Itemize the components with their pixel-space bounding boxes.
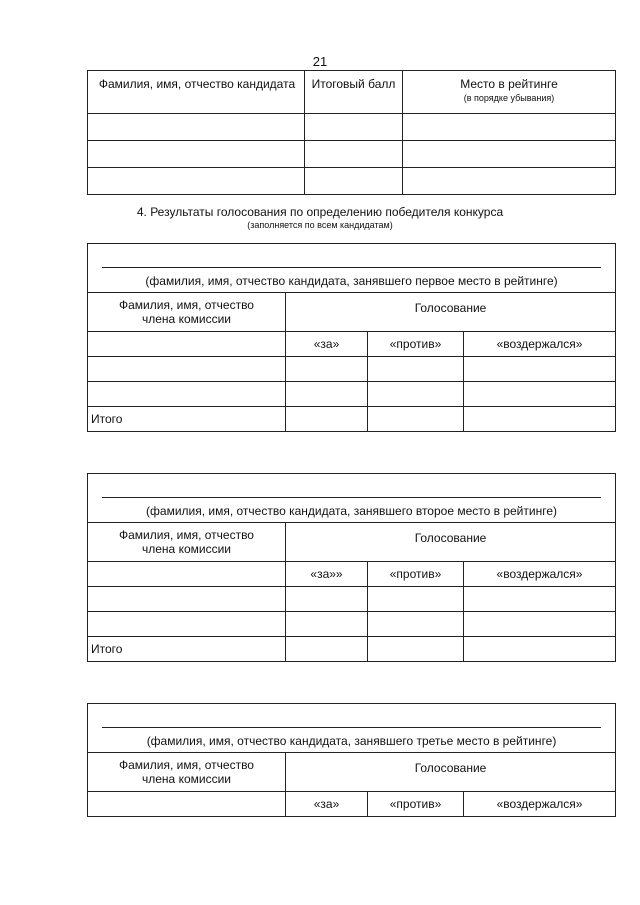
table-cell[interactable]: [88, 332, 286, 357]
table-cell[interactable]: [464, 407, 616, 432]
table-cell[interactable]: [88, 562, 286, 587]
ranking-table: [87, 70, 616, 195]
table-cell[interactable]: [286, 382, 368, 407]
table-cell[interactable]: [403, 168, 616, 195]
table-cell[interactable]: [464, 587, 616, 612]
candidate-name-header: Фамилия, имя, отчество кандидата: [88, 71, 305, 114]
vote-table: [87, 703, 616, 817]
table-cell[interactable]: [88, 612, 286, 637]
total-row: [88, 407, 616, 432]
vote-against-header: «против»: [368, 332, 464, 357]
table-row: [88, 141, 616, 168]
table-cell[interactable]: [88, 357, 286, 382]
table-cell[interactable]: [286, 587, 368, 612]
table-cell[interactable]: [88, 382, 286, 407]
member-name-header: [88, 293, 286, 332]
candidate-name-line: [102, 497, 601, 498]
rating-place-note: (в порядке убывания): [463, 93, 555, 103]
table-row: [88, 168, 616, 195]
vote-abstain-header: «воздержался»: [464, 792, 616, 817]
member-label-line2: члена комиссии: [142, 772, 231, 786]
total-row: [88, 637, 616, 662]
member-label-line2: члена комиссии: [142, 542, 231, 556]
table-cell[interactable]: [368, 407, 464, 432]
member-label-line1: Фамилия, имя, отчество: [119, 298, 254, 312]
table-cell[interactable]: [305, 114, 403, 141]
table-cell[interactable]: [88, 587, 286, 612]
candidate-caption: (фамилия, имя, отчество кандидата, занявшего первое место в рейтинге): [145, 274, 558, 288]
section-title: 4. Результаты голосования по определению победителя конкурса: [136, 205, 504, 219]
vote-table: [87, 473, 616, 662]
table-cell[interactable]: [305, 168, 403, 195]
candidate-caption: (фамилия, имя, отчество кандидата, занявшего второе место в рейтинге): [146, 504, 557, 518]
section-note: (заполняется по всем кандидатам): [247, 220, 393, 230]
rating-place-label: Место в рейтинге: [460, 77, 558, 91]
table-cell[interactable]: [305, 141, 403, 168]
member-label-line2: члена комиссии: [142, 312, 231, 326]
candidate-name-field[interactable]: [88, 244, 616, 293]
vote-against-header: «против»: [368, 792, 464, 817]
voting-header: Голосование: [286, 293, 616, 332]
table-cell[interactable]: [368, 612, 464, 637]
table-cell[interactable]: [286, 357, 368, 382]
table-cell[interactable]: [368, 357, 464, 382]
table-cell[interactable]: [88, 792, 286, 817]
total-label: Итого: [88, 637, 286, 662]
candidate-name-line: [102, 727, 601, 728]
table-row: [88, 382, 616, 407]
vote-abstain-header: «воздержался»: [464, 562, 616, 587]
candidate-name-line: [102, 267, 601, 268]
table-cell[interactable]: [88, 114, 305, 141]
table-cell[interactable]: [403, 141, 616, 168]
table-row: [88, 612, 616, 637]
table-cell[interactable]: [464, 637, 616, 662]
vote-block-third-place: [87, 703, 615, 817]
candidate-name-field[interactable]: [88, 474, 616, 523]
vote-table: [87, 243, 616, 432]
table-cell[interactable]: [464, 357, 616, 382]
final-score-header: Итоговый балл: [305, 71, 403, 114]
rating-place-header: [403, 71, 616, 114]
vote-block-second-place: [87, 473, 615, 662]
table-cell[interactable]: [88, 141, 305, 168]
table-cell[interactable]: [286, 407, 368, 432]
vote-abstain-header: «воздержался»: [464, 332, 616, 357]
table-cell[interactable]: [286, 612, 368, 637]
member-label-line1: Фамилия, имя, отчество: [119, 528, 254, 542]
table-cell[interactable]: [286, 637, 368, 662]
total-label: Итого: [88, 407, 286, 432]
table-row: [88, 357, 616, 382]
voting-header: Голосование: [286, 523, 616, 562]
vote-for-header: «за»: [286, 332, 368, 357]
ranking-header-row: [88, 71, 616, 114]
table-cell[interactable]: [464, 382, 616, 407]
voting-header: Голосование: [286, 753, 616, 792]
table-row: [88, 114, 616, 141]
member-label-line1: Фамилия, имя, отчество: [119, 758, 254, 772]
table-cell[interactable]: [88, 168, 305, 195]
vote-against-header: «против»: [368, 562, 464, 587]
table-row: [88, 587, 616, 612]
page-number: 21: [312, 54, 328, 69]
table-cell[interactable]: [403, 114, 616, 141]
vote-for-header: «за»»: [286, 562, 368, 587]
table-cell[interactable]: [464, 612, 616, 637]
candidate-name-field[interactable]: [88, 704, 616, 753]
candidate-caption: (фамилия, имя, отчество кандидата, занявшего третье место в рейтинге): [146, 734, 557, 748]
table-cell[interactable]: [368, 587, 464, 612]
member-name-header: [88, 753, 286, 792]
table-cell[interactable]: [368, 382, 464, 407]
table-cell[interactable]: [368, 637, 464, 662]
vote-for-header: «за»: [286, 792, 368, 817]
member-name-header: [88, 523, 286, 562]
vote-block-first-place: [87, 243, 615, 432]
